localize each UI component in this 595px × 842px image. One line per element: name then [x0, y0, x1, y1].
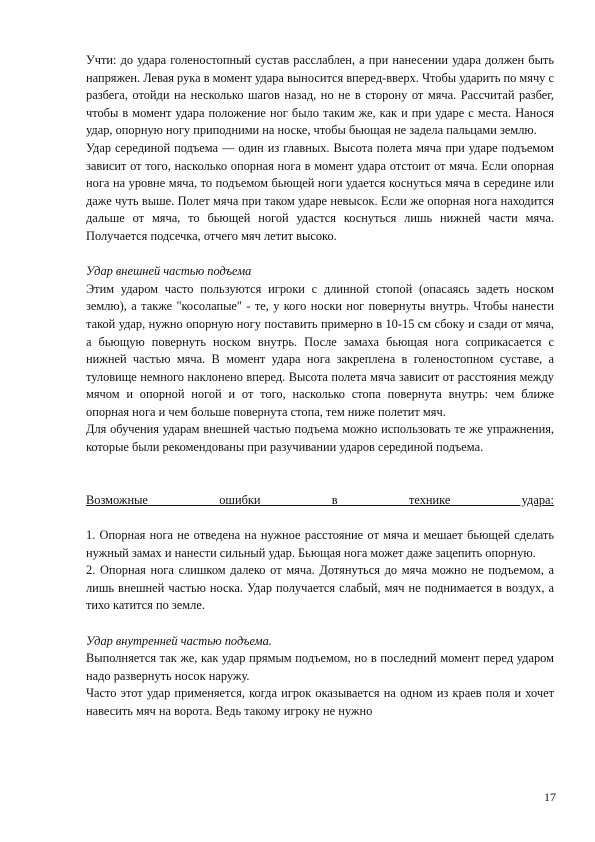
spacer [86, 615, 554, 633]
paragraph-inner-instep-usage: Часто этот удар применяется, когда игрок оказывается на одном из краев поля и хочет навесить мяч на ворота. Ведь такому игроку не нужно [86, 686, 554, 718]
paragraph-kick-tips: Учти: до удара голеностопный сустав расслаблен, а при нанесении удара должен быть напряжен. Левая рука в момент удара выносится вперед-вверх. Чтобы ударить по мячу с разбега, отойди на несколько шагов назад, но не в сторону от мяча. Рассчитай разбег, чтобы в момент удара положение ног было таким же, как и при ударе с места. Нанося удар, опорную ногу приподними на носке, чтобы бьющая не задела пальцами землю. [86, 53, 554, 138]
page-number: 17 [544, 790, 556, 804]
paragraph-outer-instep-training: Для обучения ударам внешней частью подъема можно использовать те же упражнения, которые были рекомендованы при разучивании ударов серединой подъема. [86, 422, 554, 455]
paragraph-inner-instep-technique: Выполняется так же, как удар прямым подъемом, но в последний момент перед ударом надо развернуть носок наружу. [86, 651, 554, 683]
page-content [86, 52, 554, 721]
subheading-inner-instep: Удар внутренней частью подъема. [86, 633, 272, 648]
paragraph-instep-kick: Удар серединой подъема — один из главных. Высота полета мяча при ударе подъемом зависит от того, насколько опорная нога в момент удара отстоит от мяча. Если опорная нога на уровне мяча, то подъемом бьющей ноги удается коснуться мяча в середине или даже чуть выше. Полет мяча при таком ударе невысок. Если же опорная нога находится дальше от мяча, то бьющей ногой удастся коснуться лишь нижней части мяча. Получается подсечка, отчего мяч летит высоко. [86, 140, 554, 243]
subheading-outer-instep: Удар внешней частью подъема [86, 264, 252, 279]
spacer [86, 474, 554, 492]
spacer [86, 246, 554, 264]
spacer [86, 457, 554, 475]
error-item-1: 1. Опорная нога не отведена на нужное расстояние от мяча и мешает бьющей сделать нужный замах и нанести сильный удар. Бьющая нога может даже зацепить опорную. [86, 528, 554, 560]
spacer [86, 509, 554, 527]
paragraph-outer-instep-technique: Этим ударом часто пользуются игроки с длинной стопой (опасаясь задеть носком землю), а также "косолапые" - те, у кого носки ног повернуты внутрь. Чтобы нанести такой удар, нужно опорную ногу поставить примерно в 10-15 см сбоку и сзади от мяча, а бьющую повернуть носком внутрь. После замаха бьющая нога соприкасается с нижней частью мяча. В момент удара нога закреплена в голеностопном суставе, а туловище немного наклонено вперед. Высота полета мяча зависит от расстояния между мячом и опорной ногой и от того, насколько стопа повернута внутрь: чем ближе опорная нога и чем больше повернута стопа, тем ниже полетит мяч. [86, 281, 554, 419]
error-item-2: 2. Опорная нога слишком далеко от мяча. Дотянуться до мяча можно не подъемом, а лишь внешней частью носка. Удар получается слабый, мяч не поднимается в воздух, а тихо катится по земле. [86, 563, 554, 613]
heading-possible-errors: Возможные ошибки в технике удара: [86, 492, 554, 507]
